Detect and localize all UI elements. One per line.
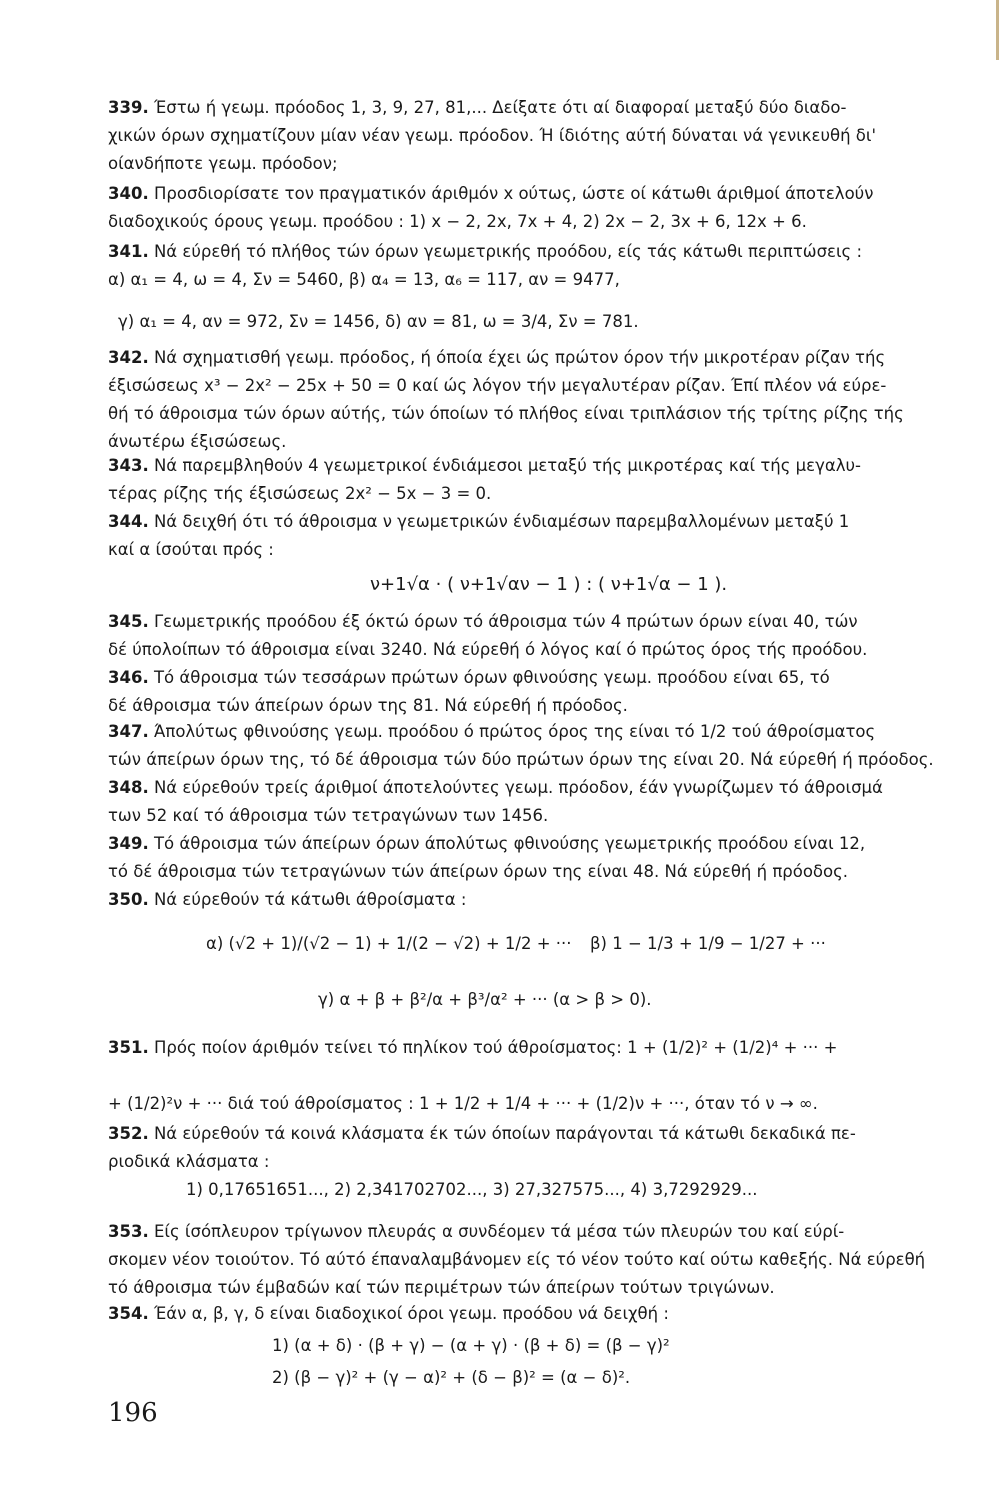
problem-text-line: Τό άθροισμα τών άπείρων όρων άπολύτως φθινούσης γεωμετρικής προόδου είναι 12, — [153, 834, 866, 853]
problem-number: 346. — [108, 668, 149, 687]
problem-number: 350. — [108, 890, 149, 909]
problem-text-line: Έάν α, β, γ, δ είναι διαδοχικοί όροι γεωμ. προόδου νά δειχθή : — [153, 1304, 669, 1323]
formula-352: 1) 0,17651651..., 2) 2,341702702..., 3) 27,327575..., 4) 3,7292929... — [186, 1180, 758, 1199]
formula-344: ν+1√α · ( ν+1√αν − 1 ) : ( ν+1√α − 1 ). — [370, 574, 728, 595]
problem-text-line: Νά εύρεθούν τά κάτωθι άθροίσματα : — [153, 890, 467, 909]
page-edge-mark — [996, 0, 999, 60]
problem-text-line: Νά παρεμβληθούν 4 γεωμετρικοί ένδιάμεσοι μεταξύ τής μικροτέρας καί τής μεγαλυ- — [153, 456, 861, 475]
formula-350-beta: β) 1 − 1/3 + 1/9 − 1/27 + ··· — [590, 934, 826, 953]
problem-text-line: τό δέ άθροισμα τών τετραγώνων τών άπείρων όρων της είναι 48. Νά εύρεθή ή πρόοδος. — [108, 862, 849, 881]
problem-number: 352. — [108, 1124, 149, 1143]
problem-341 — [108, 238, 968, 294]
problem-text-line: καί α ίσούται πρός : — [108, 540, 274, 559]
problem-353 — [108, 1218, 968, 1302]
problem-text-line: Πρός ποίον άριθμόν τείνει τό πηλίκον τού άθροίσματος: — [153, 1038, 622, 1057]
problem-354 — [108, 1300, 968, 1328]
problem-number: 339. — [108, 98, 149, 117]
formula-350-alpha: α) (√2 + 1)/(√2 − 1) + 1/(2 − √2) + 1/2 + ··· — [206, 934, 572, 953]
problem-339 — [108, 94, 968, 178]
problem-text-line: οίανδήποτε γεωμ. πρόοδον; — [108, 154, 338, 173]
problem-346 — [108, 664, 968, 720]
problem-text-line: τέρας ρίζης τής έξισώσεως 2x² − 5x − 3 = 0. — [108, 484, 492, 503]
page-number: 196 — [108, 1398, 158, 1428]
problem-347 — [108, 718, 968, 774]
problem-text-line: άνωτέρω έξισώσεως. — [108, 432, 287, 451]
problem-number: 340. — [108, 184, 149, 203]
problem-text-line: σκομεν νέον τοιούτον. Τό αύτό έπαναλαμβάνομεν είς τό νέον τούτο καί ούτω καθεξής. Νά εύρεθή — [108, 1250, 926, 1269]
problem-text-line: Νά εύρεθή τό πλήθος τών όρων γεωμετρικής προόδου, είς τάς κάτωθι περιπτώσεις : — [153, 242, 863, 261]
problem-text-line: έξισώσεως x³ − 2x² − 25x + 50 = 0 καί ώς λόγον τήν μεγαλυτέραν ρίζαν. Έπί πλέον νά εύρε- — [108, 376, 887, 395]
problem-340 — [108, 180, 968, 236]
problem-343 — [108, 452, 968, 508]
problem-number: 343. — [108, 456, 149, 475]
problem-text-line: ριοδικά κλάσματα : — [108, 1152, 270, 1171]
problem-text-line: Έστω ή γεωμ. πρόοδος 1, 3, 9, 27, 81,... Δείξατε ότι αί διαφοραί μεταξύ δύο διαδο- — [153, 98, 847, 117]
problem-text-line: Άπολύτως φθινούσης γεωμ. προόδου ό πρώτος όρος της είναι τό 1/2 τού άθροίσματος — [153, 722, 876, 741]
problem-text-line: των 52 καί τό άθροισμα τών τετραγώνων των 1456. — [108, 806, 549, 825]
problem-text-line: τών άπείρων όρων της, τό δέ άθροισμα τών δύο πρώτων όρων της είναι 20. Νά εύρεθή ή πρόοδος. — [108, 750, 934, 769]
problem-text-line: διαδοχικούς όρους γεωμ. προόδου : 1) x − 2, 2x, 7x + 4, 2) 2x − 2, 3x + 6, 12x + 6. — [108, 212, 807, 231]
problem-number: 354. — [108, 1304, 149, 1323]
problem-text-line: α) α₁ = 4, ω = 4, Σν = 5460, β) α₄ = 13, α₆ = 117, αν = 9477, — [108, 270, 620, 289]
problem-text-line: Νά δειχθή ότι τό άθροισμα ν γεωμετρικών ένδιαμέσων παρεμβαλλομένων μεταξύ 1 — [153, 512, 850, 531]
problem-number: 353. — [108, 1222, 149, 1241]
problem-text-line: Τό άθροισμα τών τεσσάρων πρώτων όρων φθινούσης γεωμ. προόδου είναι 65, τό — [153, 668, 830, 687]
problem-text-line: Νά εύρεθούν τρείς άριθμοί άποτελούντες γεωμ. πρόοδον, έάν γνωρίζωμεν τό άθροισμά — [153, 778, 883, 797]
problem-number: 342. — [108, 348, 149, 367]
problem-352 — [108, 1120, 968, 1176]
problem-text-line: Νά σχηματισθή γεωμ. πρόοδος, ή όποία έχει ώς πρώτον όρον τήν μικροτέραν ρίζαν τής — [153, 348, 886, 367]
problem-348 — [108, 774, 968, 830]
problem-text-line: Προσδιορίσατε τον πραγματικόν άριθμόν x ούτως, ώστε οί κάτωθι άριθμοί άποτελούν — [153, 184, 874, 203]
problem-number: 349. — [108, 834, 149, 853]
problem-text-line: τό άθροισμα τών έμβαδών καί τών περιμέτρων τών άπείρων τούτων τριγώνων. — [108, 1278, 775, 1297]
formula-341-gamma: γ) α₁ = 4, αν = 972, Σν = 1456, δ) αν = 81, ω = 3/4, Σν = 781. — [118, 312, 639, 331]
formula-350-gamma: γ) α + β + β²/α + β³/α² + ··· (α > β > 0). — [318, 990, 652, 1009]
problem-number: 348. — [108, 778, 149, 797]
problem-345 — [108, 608, 968, 664]
problem-number: 341. — [108, 242, 149, 261]
problem-351 — [108, 1034, 968, 1062]
formula-351-a: 1 + (1/2)² + (1/2)⁴ + ··· + — [627, 1038, 838, 1057]
problem-number: 344. — [108, 512, 149, 531]
formula-354-1: 1) (α + δ) · (β + γ) − (α + γ) · (β + δ) = (β − γ)² — [272, 1336, 670, 1355]
problem-349 — [108, 830, 968, 886]
problem-number: 345. — [108, 612, 149, 631]
problem-text-line: δέ ύπολοίπων τό άθροισμα είναι 3240. Νά εύρεθή ό λόγος καί ό πρώτος όρος τής προόδου. — [108, 640, 868, 659]
problem-number: 351. — [108, 1038, 149, 1057]
problem-text-line: Νά εύρεθούν τά κοινά κλάσματα έκ τών όποίων παράγονται τά κάτωθι δεκαδικά πε- — [153, 1124, 856, 1143]
problem-text-line: δέ άθροισμα τών άπείρων όρων της 81. Νά εύρεθή ή πρόοδος. — [108, 696, 628, 715]
problem-text-line: Γεωμετρικής προόδου έξ όκτώ όρων τό άθροισμα τών 4 πρώτων όρων είναι 40, τών — [153, 612, 858, 631]
problem-350 — [108, 886, 968, 914]
problem-text-line: Είς ίσόπλευρον τρίγωνον πλευράς α συνδέομεν τά μέσα τών πλευρών του καί εύρί- — [153, 1222, 845, 1241]
problem-number: 347. — [108, 722, 149, 741]
problem-342 — [108, 344, 968, 456]
formula-351-b: + (1/2)²ν + ··· διά τού άθροίσματος : 1 + 1/2 + 1/4 + ··· + (1/2)ν + ···, όταν τό ν → ∞. — [108, 1094, 818, 1113]
problem-text-line: θή τό άθροισμα τών όρων αύτής, τών όποίων τό πλήθος είναι τριπλάσιον τής τρίτης ρίζης τής — [108, 404, 904, 423]
formula-354-2: 2) (β − γ)² + (γ − α)² + (δ − β)² = (α − δ)². — [272, 1368, 631, 1387]
problem-text-line: χικών όρων σχηματίζουν μίαν νέαν γεωμ. πρόοδον. Ή ίδιότης αύτή δύναται νά γενικευθή δι' — [108, 126, 877, 145]
problem-344 — [108, 508, 968, 564]
